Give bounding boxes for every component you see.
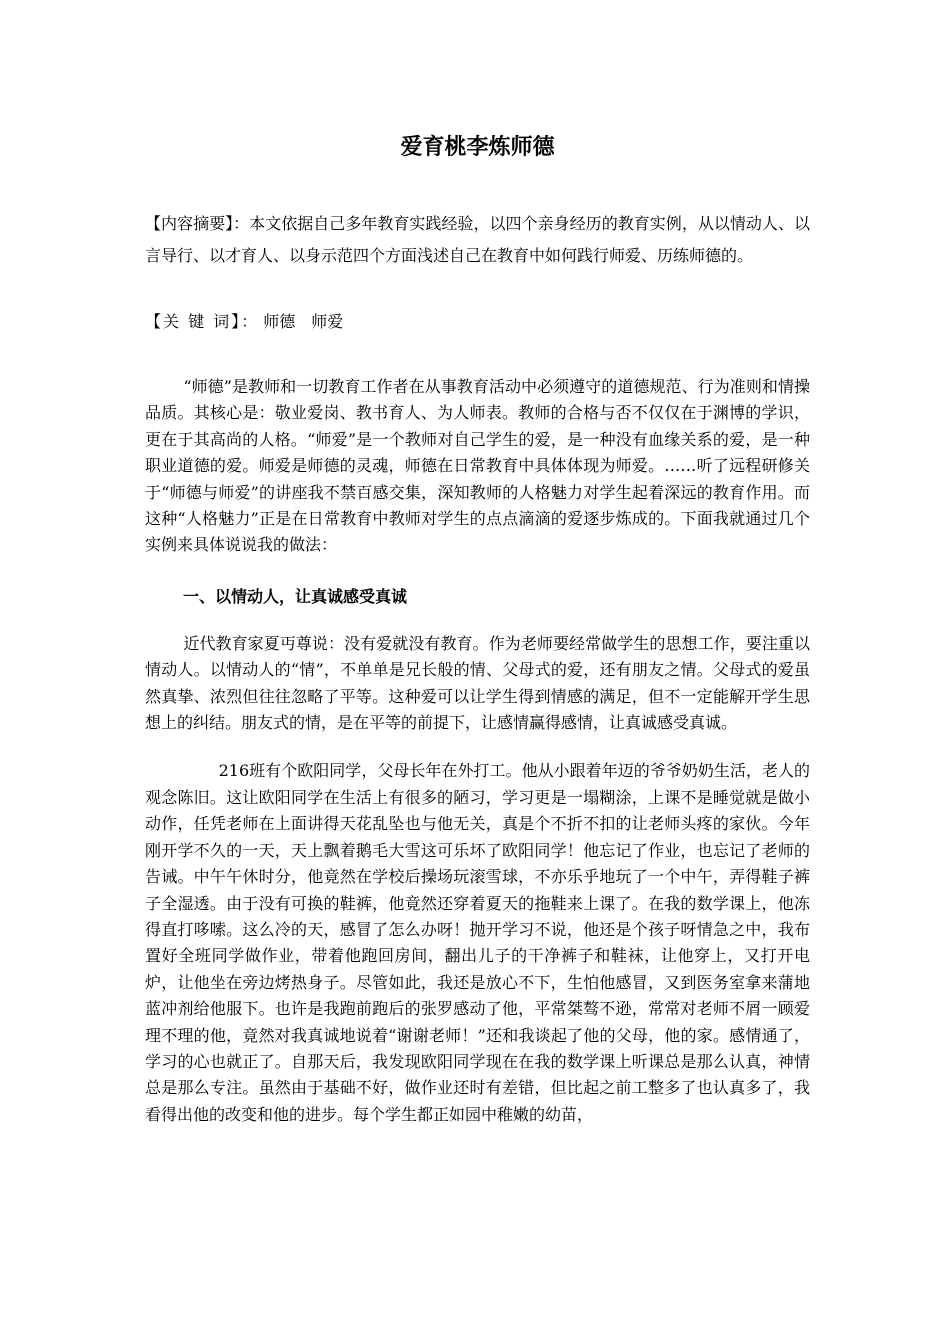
body-paragraph: 216班有个欧阳同学，父母长年在外打工。他从小跟着年迈的爷爷奶奶生活，老人的观念陈旧。这让欧阳同学在生活上有很多的陋习，学习更是一塌糊涂，上课不是睡觉就是做小动作，任凭老师在上面讲得天花乱坠也与他无关，真是个不折不扣的让老师头疼的家伙。今年刚开学不久的一天，天上飘着鹅毛大雪这可乐坏了欧阳同学！他忘记了作业，也忘记了老师的告诫。中午午休时分，他竟然在学校后操场玩滚雪球，不亦乐乎地玩了一个中午，弄得鞋子裤子全湿透。由于没有可换的鞋裤，他竟然还穿着夏天的拖鞋来上课了。在我的数学课上，他冻得直打哆嗦。这么冷的天，感冒了怎么办呀！抛开学习不说，他还是个孩子呀情急之中，我布置好全班同学做作业，带着他跑回房间，翻出儿子的干净裤子和鞋袜，让他穿上，又打开电炉，让他坐在旁边烤热身子。尽管如此，我还是放心不下，生怕他感冒，又到医务室拿来蒲地蓝冲剂给他服下。也许是我跑前跑后的张罗感动了他，平常桀骜不逊，常常对老师不屑一顾爱理不理的他，竟然对我真诚地说着“谢谢老师！”还和我谈起了他的父母，他的家。感情通了，学习的心也就正了。自那天后，我发现欧阳同学现在在我的数学课上听课总是那么认真，神情总是那么专注。虽然由于基础不好，做作业还时有差错，但比起之前工整多了也认真多了，我看得出他的改变和他的进步。每个学生都正如园中稚嫩的幼苗，: [145, 761, 810, 1124]
keywords-label: 【关 键 词】: [145, 312, 242, 331]
intro-paragraph: “师德”是教师和一切教育工作者在从事教育活动中必须遵守的道德规范、行为准则和情操品质。其核心是：敬业爱岗、教书育人、为人师表。教师的合格与否不仅仅在于渊博的学识，更在于其高尚的人格。“师爱”是一个教师对自己学生的爱，是一种没有血缘关系的爱，是一种职业道德的爱。师爱是师德的灵魂，师德在日常教育中具体体现为师爱。……听了远程研修关于“师德与师爱”的讲座我不禁百感交集，深知教师的人格魅力对学生起着深远的教育作用。而这种“人格魅力”正是在日常教育中教师对学生的点点滴滴的爱逐步炼成的。下面我就通过几个实例来具体说说我的做法：: [145, 377, 810, 555]
keyword: 师爱: [311, 312, 344, 331]
section-heading: 一、以情动人，让真诚感受真诚: [183, 586, 408, 606]
document-page: [145, 130, 810, 1128]
keyword: 师德: [263, 312, 296, 331]
abstract-text: ：本文依据自己多年教育实践经验，以四个亲身经历的教育实例，从以情动人、以言导行、以才育人、以身示范四个方面浅述自己在教育中如何践行师爱、历练师德的。: [145, 214, 810, 265]
abstract: [145, 208, 810, 272]
abstract-label: 【内容摘要】: [145, 214, 234, 233]
keywords-separator: ：: [241, 312, 258, 331]
keywords: [145, 306, 810, 338]
document-title: 爱育桃李炼师德: [400, 135, 555, 160]
body-paragraph: 近代教育家夏丏尊说：没有爱就没有教育。作为老师要经常做学生的思想工作，要注重以情动人。以情动人的“情”，不单单是兄长般的情、父母式的爱，还有朋友之情。父母式的爱虽然真挚、浓烈但往往忽略了平等。这种爱可以让学生得到情感的满足，但不一定能解开学生思想上的纠结。朋友式的情，是在平等的前提下，让感情赢得感情，让真诚感受真诚。: [145, 633, 810, 733]
